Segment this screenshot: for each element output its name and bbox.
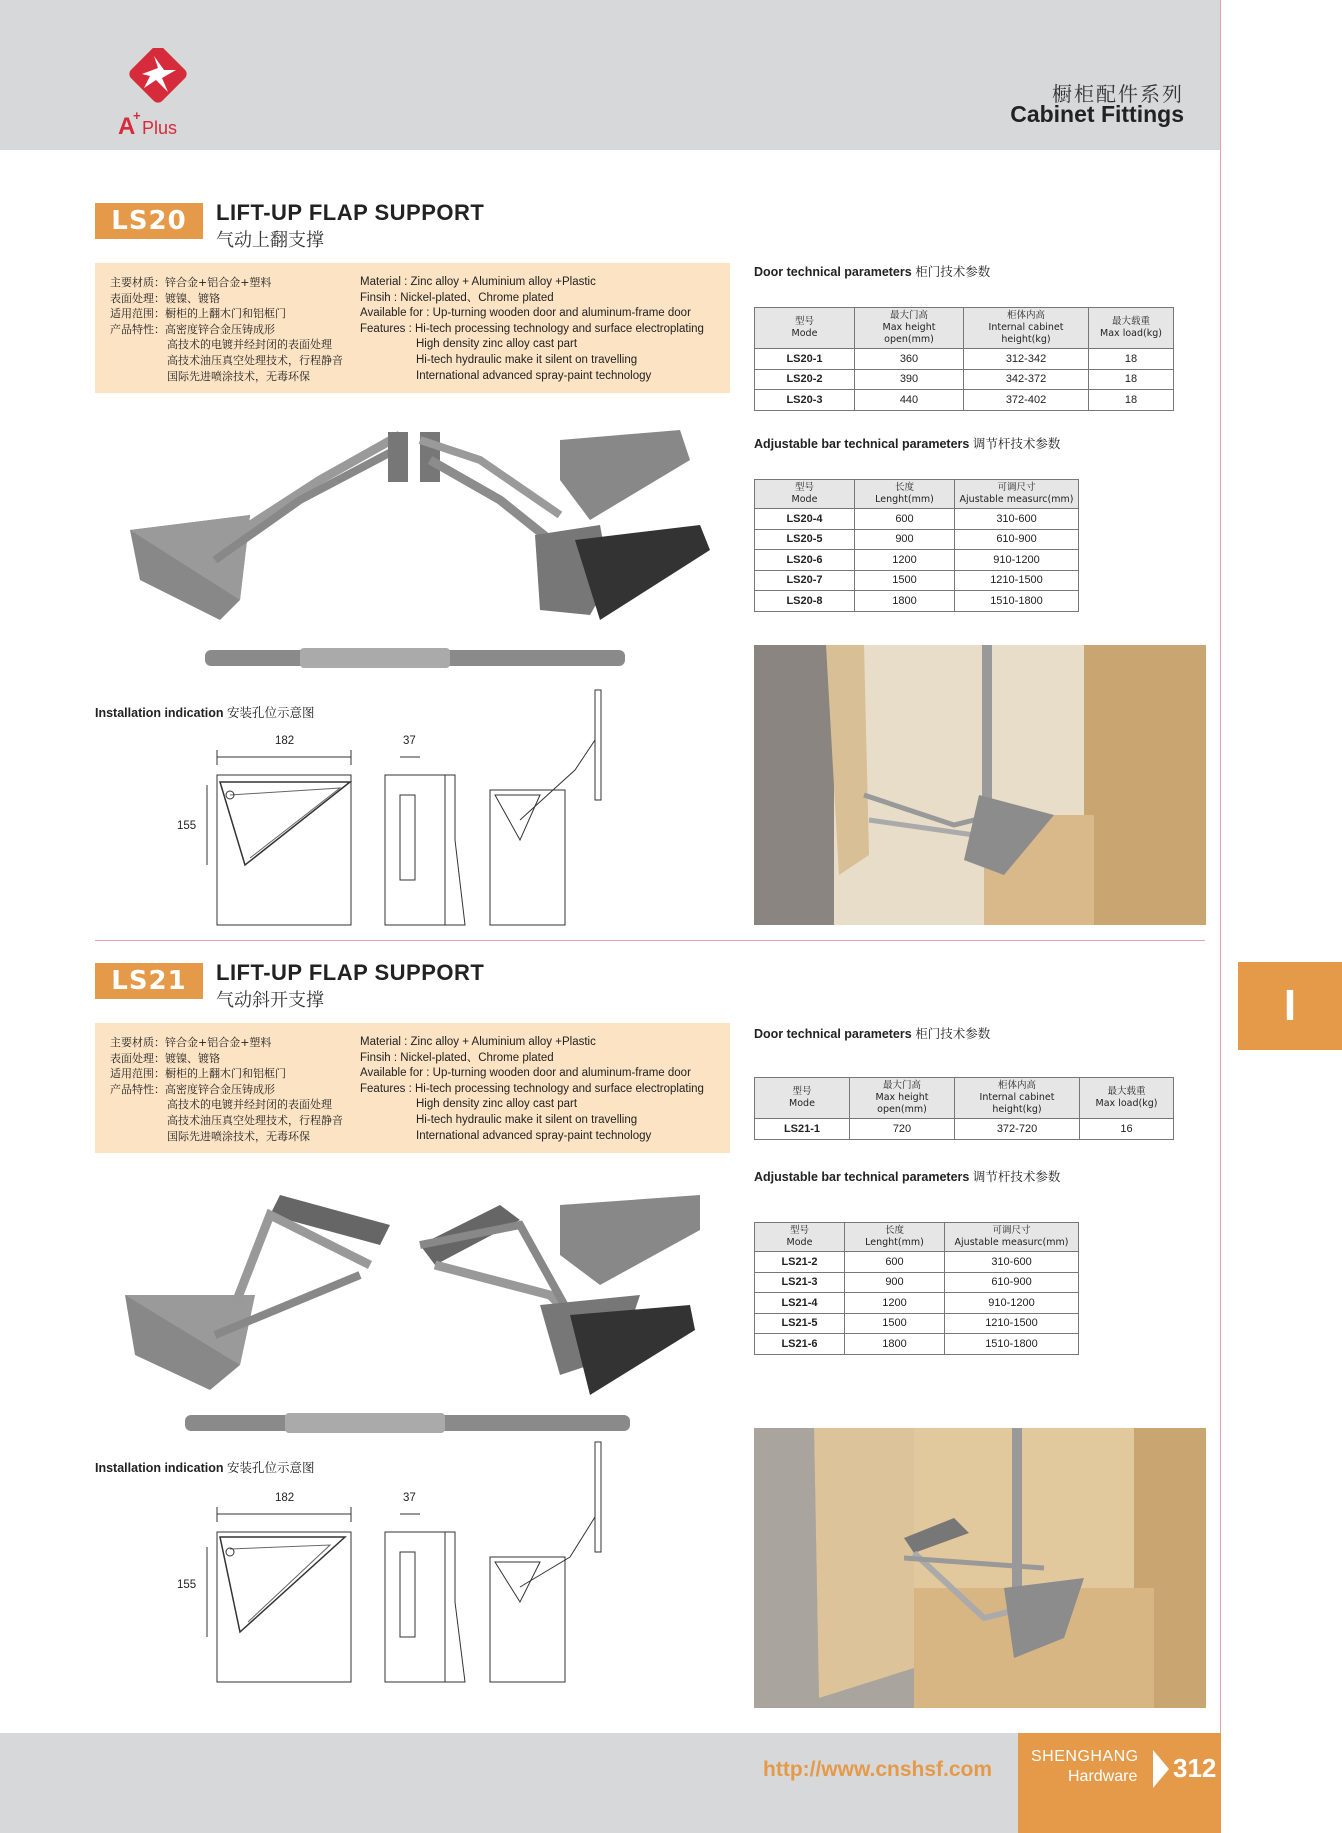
dim-depth: 37 <box>403 735 416 747</box>
features-cn <box>110 1035 343 1144</box>
feature-line: 国际先进喷涂技术，无毒环保 <box>167 369 310 383</box>
table-row: LS20-5 900 610-900 <box>755 529 1079 550</box>
install-title-cn: 安装孔位示意图 <box>226 706 315 720</box>
col-header: 可调尺寸 Ajustable measurc(mm) <box>945 1223 1079 1252</box>
product-subtitle: 气动斜开支撑 <box>216 990 324 1011</box>
feature-line: 高技术的电镀并经封闭的表面处理 <box>167 1098 332 1112</box>
dim-height: 155 <box>177 1579 197 1591</box>
product-title: LIFT-UP FLAP SUPPORT <box>216 200 485 225</box>
table-row: LS20-7 1500 1210-1500 <box>755 570 1079 591</box>
dim-depth: 37 <box>403 1492 416 1504</box>
footer-brand-name: SHENGHANG <box>1031 1748 1139 1765</box>
table-row: LS21-6 1800 1510-1800 <box>755 1334 1079 1355</box>
section-divider <box>95 940 1205 941</box>
section-tab: I <box>1238 962 1342 1050</box>
feature-line: 高技术油压真空处理技术，行程静音 <box>167 353 343 367</box>
feature-line: Available for : Up-turning wooden door and aluminum-frame door <box>360 1067 691 1080</box>
svg-text:A: A <box>118 113 136 140</box>
feature-line: 主要材质：锌合金+铝合金+塑料 <box>110 276 272 289</box>
feature-line: 表面处理：镀镍、镀铬 <box>110 1051 220 1065</box>
feature-line: International advanced spray-paint technology <box>416 1129 652 1142</box>
col-header: 型号 Mode <box>755 480 855 509</box>
features-en <box>360 1035 704 1144</box>
col-header: 最大载重 Max load(kg) <box>1089 308 1174 349</box>
feature-line: Material : Zinc alloy + Aluminium alloy +Plastic <box>360 1036 596 1048</box>
product-subtitle: 气动上翻支撑 <box>216 230 324 251</box>
door-params-title-en: Door technical parameters <box>754 1027 912 1041</box>
product-code-badge: LS20 <box>95 203 203 239</box>
table-row: LS20-2 390 342-372 18 <box>755 369 1174 390</box>
feature-line: 高技术的电镀并经封闭的表面处理 <box>167 338 332 352</box>
ls20-product-illustration <box>120 420 720 680</box>
bar-params-title-en: Adjustable bar technical parameters <box>754 1170 970 1184</box>
feature-line: 高技术油压真空处理技术，行程静音 <box>167 1113 343 1127</box>
feature-line: 国际先进喷涂技术，无毒环保 <box>167 1129 310 1143</box>
door-params-table <box>754 1077 1174 1140</box>
dim-width: 182 <box>275 735 295 747</box>
page-number: 312 <box>1173 1753 1217 1783</box>
features-panel <box>95 263 730 393</box>
col-header: 可调尺寸 Ajustable measurc(mm) <box>955 480 1079 509</box>
col-header: 长度 Lenght(mm) <box>845 1223 945 1252</box>
col-header: 最大门高 Max height open(mm) <box>855 308 964 349</box>
features-cn <box>110 275 343 384</box>
footer-brand-sub: Hardware <box>1068 1768 1138 1785</box>
ls20-installed-photo <box>754 645 1206 925</box>
series-title-en: Cabinet Fittings <box>1010 101 1184 127</box>
col-header: 型号 Mode <box>755 1078 850 1119</box>
feature-line: 适用范围：橱柜的上翻木门和铝框门 <box>110 1067 286 1081</box>
bar-params-title-en: Adjustable bar technical parameters <box>754 437 970 451</box>
feature-line: Hi-tech hydraulic make it silent on travelling <box>416 1113 638 1126</box>
table-row: LS20-8 1800 1510-1800 <box>755 591 1079 612</box>
features-panel <box>95 1023 730 1153</box>
feature-line: 产品特性：高密度锌合金压铸成形 <box>110 322 275 336</box>
page-footer <box>0 1733 1020 1833</box>
door-params-title <box>754 1024 990 1042</box>
table-row: LS21-3 900 610-900 <box>755 1272 1079 1293</box>
install-title-cn: 安装孔位示意图 <box>226 1461 315 1475</box>
table-row: LS21-5 1500 1210-1500 <box>755 1313 1079 1334</box>
table-row: LS21-4 1200 910-1200 <box>755 1293 1079 1314</box>
bar-params-table <box>754 479 1079 612</box>
feature-line: Available for : Up-turning wooden door and aluminum-frame door <box>360 307 691 320</box>
dim-height: 155 <box>177 820 197 832</box>
bar-params-title-cn: 调节杆技术参数 <box>972 437 1061 451</box>
feature-line: 产品特性：高密度锌合金压铸成形 <box>110 1082 275 1096</box>
col-header: 型号 Mode <box>755 1223 845 1252</box>
website-url: http://www.cnshsf.com <box>763 1758 993 1781</box>
door-params-table <box>754 307 1174 411</box>
features-en <box>360 275 704 384</box>
door-params-title-cn: 柜门技术参数 <box>915 265 991 279</box>
table-row: LS20-3 440 372-402 18 <box>755 390 1174 411</box>
feature-line: Finsih : Nickel-plated、Chrome plated <box>360 1051 554 1064</box>
col-header: 柜体内高 Internal cabinet height(kg) <box>964 308 1089 349</box>
feature-line: Features : Hi-tech processing technology and surface electroplating <box>360 322 704 335</box>
ls20-installation-diagram <box>170 680 630 935</box>
feature-line: 表面处理：镀镍、镀铬 <box>110 291 220 305</box>
ls21-installed-photo <box>754 1428 1206 1708</box>
col-header: 最大门高 Max height open(mm) <box>850 1078 955 1119</box>
feature-line: 主要材质：锌合金+铝合金+塑料 <box>110 1036 272 1049</box>
table-row: LS21-1 720 372-720 16 <box>755 1119 1174 1140</box>
col-header: 最大载重 Max load(kg) <box>1080 1078 1174 1119</box>
feature-line: International advanced spray-paint technology <box>416 369 652 382</box>
table-row: LS20-4 600 310-600 <box>755 509 1079 530</box>
bar-params-title <box>754 1167 1060 1185</box>
col-header: 型号 Mode <box>755 308 855 349</box>
product-code-badge: LS21 <box>95 963 203 999</box>
bar-params-table <box>754 1222 1079 1355</box>
feature-line: Hi-tech hydraulic make it silent on travelling <box>416 353 638 366</box>
feature-line: 适用范围：橱柜的上翻木门和铝框门 <box>110 307 286 321</box>
series-title-cn: 橱柜配件系列 <box>1052 82 1184 106</box>
page-arrow-icon <box>1153 1750 1169 1793</box>
feature-line: High density zinc alloy cast part <box>416 1098 578 1111</box>
install-title-en: Installation indication <box>95 706 224 720</box>
door-params-title-en: Door technical parameters <box>754 265 912 279</box>
door-params-title <box>754 262 990 280</box>
table-row: LS20-1 360 312-342 18 <box>755 349 1174 370</box>
product-title: LIFT-UP FLAP SUPPORT <box>216 960 485 985</box>
ls21-product-illustration <box>120 1185 720 1445</box>
bar-params-title-cn: 调节杆技术参数 <box>972 1170 1061 1184</box>
feature-line: Material : Zinc alloy + Aluminium alloy +Plastic <box>360 276 596 288</box>
feature-line: High density zinc alloy cast part <box>416 338 578 351</box>
feature-line: Finsih : Nickel-plated、Chrome plated <box>360 291 554 304</box>
margin-line <box>1220 0 1221 1833</box>
svg-text:Plus: Plus <box>142 118 178 138</box>
ls21-installation-diagram <box>170 1437 630 1695</box>
col-header: 长度 Lenght(mm) <box>855 480 955 509</box>
svg-text:+: + <box>133 108 141 123</box>
bar-params-title <box>754 434 1060 452</box>
install-title-en: Installation indication <box>95 1461 224 1475</box>
table-row: LS21-2 600 310-600 <box>755 1252 1079 1273</box>
door-params-title-cn: 柜门技术参数 <box>915 1027 991 1041</box>
col-header: 柜体内高 Internal cabinet height(kg) <box>955 1078 1080 1119</box>
dim-width: 182 <box>275 1492 295 1504</box>
feature-line: Features : Hi-tech processing technology and surface electroplating <box>360 1082 704 1095</box>
table-row: LS20-6 1200 910-1200 <box>755 550 1079 571</box>
aplus-logo <box>118 48 198 140</box>
